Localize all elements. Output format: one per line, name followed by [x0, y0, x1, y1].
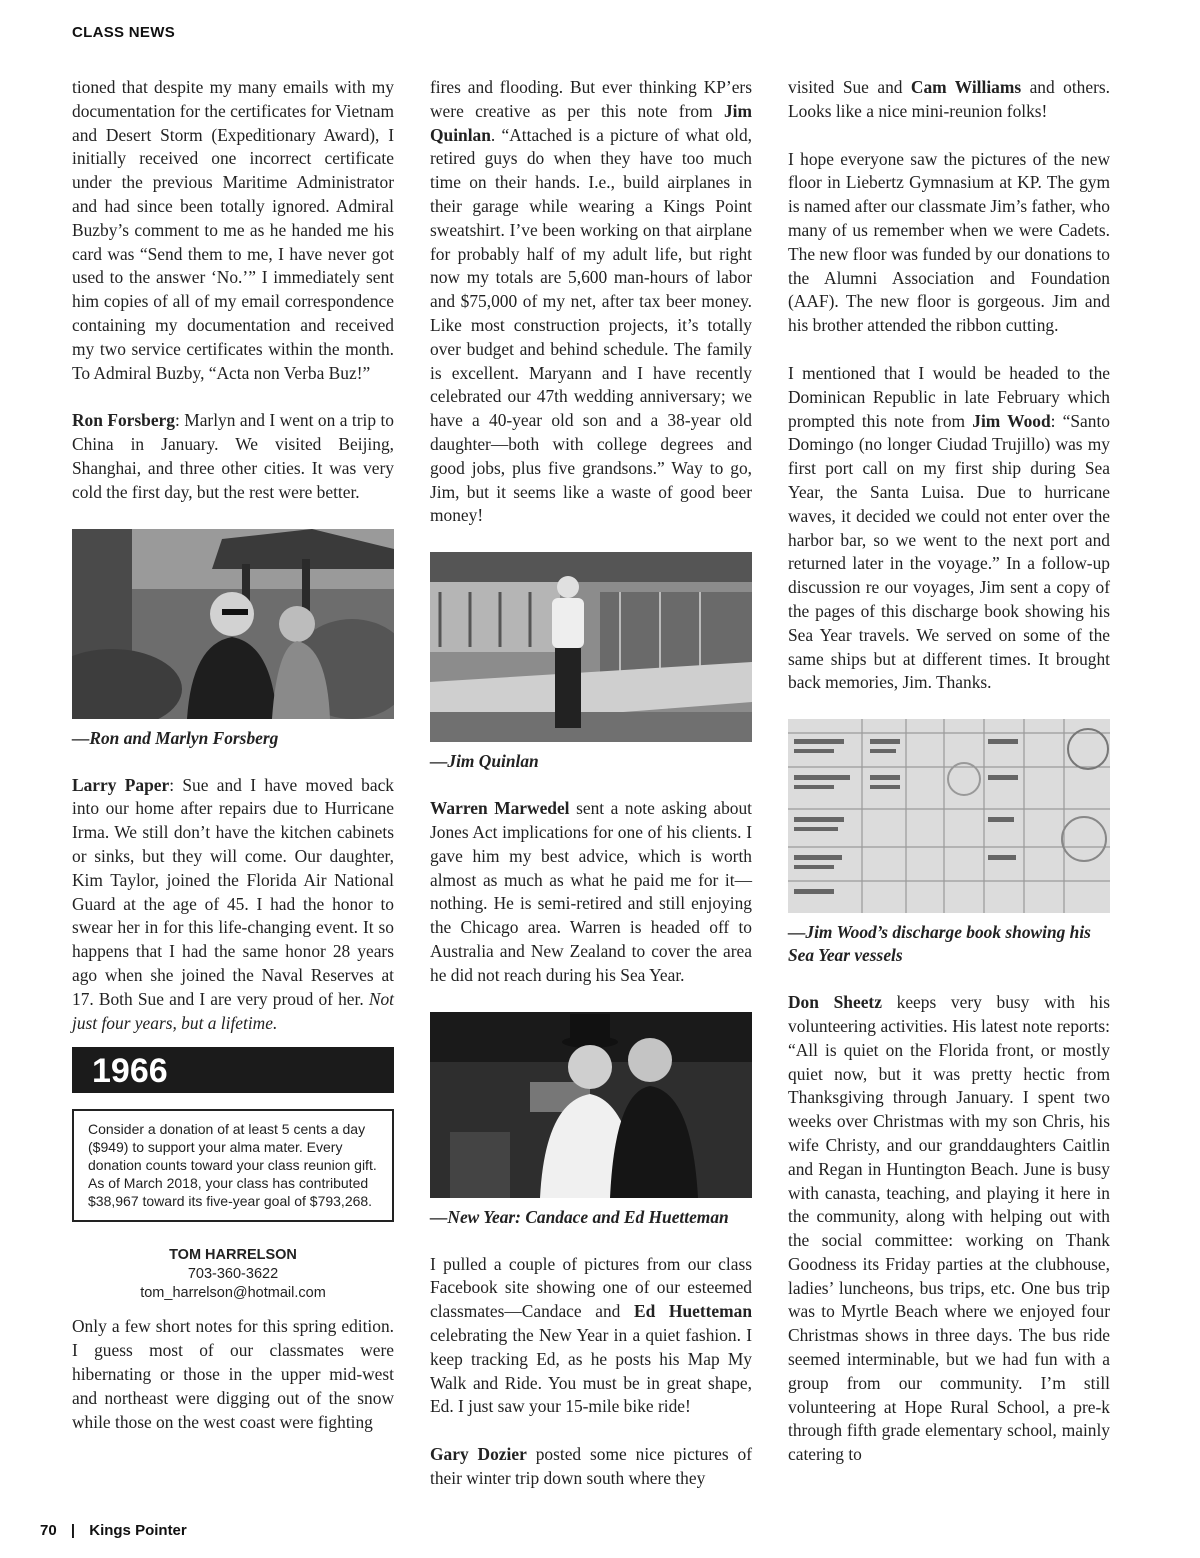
classmate-name: Warren Marwedel: [430, 798, 570, 819]
photo-candace-ed-huetteman: [430, 1012, 752, 1198]
classmate-name: Ron Forsberg: [72, 410, 175, 431]
class-year-banner: 1966: [72, 1047, 394, 1093]
article-paragraph: I hope everyone saw the pictures of the new floor in Liebertz Gymnasium at KP. The gym is named after our classmate Jim’s father, who many of us remember when we were Cadets. The new floor was funded by our donations to the Alumni Association and Foundation (AAF). The new floor is gorgeous. Jim and his brother attended the ribbon cutting.: [788, 148, 1110, 336]
page-footer: [40, 1522, 187, 1539]
photo-caption: —Jim Quinlan: [430, 751, 539, 772]
page-number: 70: [40, 1522, 57, 1539]
classmate-name: Larry Paper: [72, 774, 170, 795]
column-2: [430, 76, 752, 1515]
contact-phone: 703-360-3622: [187, 1266, 279, 1283]
article-paragraph: Only a few short notes for this spring edition. I guess most of our classmates were hibernating or those in the upper mid-west and northeast were digging out of the snow while those on the west coast were fighting: [72, 1316, 394, 1432]
classmate-name: Jim Quinlan: [430, 100, 752, 145]
photo-caption: —Jim Wood’s discharge book showing his Sea Year vessels: [788, 922, 1091, 966]
article-paragraph: visited Sue and Cam Williams and others. Looks like a nice mini-reunion folks!: [788, 77, 1110, 121]
article-paragraph: Don Sheetz keeps very busy with his volunteering activities. His latest note reports: “All is quiet on the Florida front, or mostly quiet now, but it was pretty hectic from Thanksgiving through January. I spent two weeks over Christmas with my son Chris, his wife Christy, and our granddaughters Caitlin and Regan in Huntington Beach. June is busy with canasta, teaching, and playing it here in the community, along with helping out with the social committee: working on Thank Goodness its Friday parties at the clubhouse, ladies’ luncheons, bus trips, etc. One bus trip was to Myrtle Beach where we enjoyed four Christmas shows in three days. The bus ride seemed interminable, but we had fun with a group from our community. I’m still volunteering at Hope Rural School, a pre-k through fifth grade elementary school, mainly catering to: [788, 992, 1110, 1465]
publication-name: Kings Pointer: [89, 1522, 187, 1539]
classmate-name: Cam Williams: [910, 77, 1022, 97]
contact-name: TOM HARRELSON: [169, 1247, 297, 1264]
classmate-name: Ed Huetteman: [634, 1301, 752, 1322]
photo-caption: —Ron and Marlyn Forsberg: [72, 727, 279, 748]
article-paragraph: tioned that despite my many emails with my documentation for the certificates for Vietnam and Desert Storm (Expeditionary Award), I initially received one incorrect certificate under the previous Maritime Administrator and had since been totally ignored. Admiral Buzby’s comment to me as he handed me his card was “Send them to me, I have never got used to the answer ‘No.’” I immediately sent him copies of all of my email correspondence containing my documentation and received my two service certificates within the month. To Admiral Buzby, “Acta non Verba Buz!”: [72, 77, 394, 383]
photo-discharge-book: [788, 719, 1110, 913]
column-3: [788, 76, 1110, 1491]
photo-ron-marlyn-forsberg: [72, 529, 394, 719]
donation-box: Consider a donation of at least 5 cents a day ($949) to support your alma mater. Every donation counts toward your class reunion gift. As of March 2018, your class has contributed $38,967 toward its five-year goal of $793,268.: [72, 1109, 394, 1222]
photo-caption: —New Year: Candace and Ed Huetteman: [430, 1206, 729, 1227]
classmate-name: Jim Wood: [972, 410, 1051, 431]
footer-separator: |: [70, 1522, 76, 1539]
article-paragraph: Larry Paper: Sue and I have moved back into our home after repairs due to Hurricane Irma. We still don’t have the kitchen cabinets or sinks, but they will come. Our daughter, Kim Taylor, joined the Florida Air National Guard at the age of 45. I had the honor to swear her in for this life-changing event. It so happens that I had the same honor 28 years ago when she joined the Naval Reserves at 17. Both Sue and I are very proud of her. Not just four years, but a lifetime.: [72, 774, 394, 1033]
article-paragraph: Ron Forsberg: Marlyn and I went on a trip to China in January. We visited Beijing, Shanghai, and three other cities. It was very cold the first day, but the rest were better.: [72, 410, 394, 502]
class-contact: [72, 1246, 394, 1303]
article-paragraph: I pulled a couple of pictures from our class Facebook site showing one of our esteemed classmates—Candace and Ed Huetteman celebrating the New Year in a quiet fashion. I keep tracking Ed, as he posts his Map My Walk and Ride. You must be in great shape, Ed. I just saw your 15-mile bike ride!: [430, 1253, 752, 1417]
classmate-name: Don Sheetz: [788, 992, 882, 1013]
contact-email: tom_harrelson@hotmail.com: [140, 1285, 326, 1302]
article-paragraph: fires and flooding. But ever thinking KP’ers were creative as per this note from Jim Quinlan. “Attached is a picture of what old, retired guys do when they have too much time on their hands. I.e., build airplanes in their garage while wearing a Kings Point sweatshirt. I’ve been working on that airplane for probably half of my adult life, but right now my totals are 5,600 man-hours of labor and $75,000 of my net, after tax beer money. Like most construction projects, it’s totally over budget and behind schedule. The family is excellent. Maryann and I have recently celebrated our 47th wedding anniversary; we have a 40-year old son and a 38-year old daughter—both with college degrees and good jobs, plus five grandsons.” Way to go, Jim, but it seems like a waste of good beer money!: [430, 77, 752, 526]
classmate-name: Gary Dozier: [430, 1444, 527, 1465]
article-paragraph: Warren Marwedel sent a note asking about Jones Act implications for one of his clients. I gave him my best advice, which is worth almost as much as what he paid me for it—nothing. He is semi-retired and still enjoying the Chicago area. Warren is headed off to Australia and New Zealand to cover the area he did not reach during his Sea Year.: [430, 798, 752, 985]
photo-jim-quinlan: [430, 552, 752, 742]
section-header: CLASS NEWS: [72, 24, 176, 41]
column-1: [72, 76, 394, 1458]
article-paragraph: I mentioned that I would be headed to the Dominican Republic in late February which prompted this note from Jim Wood: “Santo Domingo (no longer Ciudad Trujillo) was my first port call on my first ship during Sea Year, the Santa Luisa. Due to hurricane waves, it decided we could not enter over the harbor bar, so we went to the next port and returned later in the voyage.” In a follow-up discussion re our voyages, Jim sent a copy of the pages of this discharge book showing his Sea Year travels. We served on some of the same ships but at different times. It brought back memories, Jim. Thanks.: [788, 362, 1111, 693]
article-paragraph: Gary Dozier posted some nice pictures of their winter trip down south where they: [430, 1444, 752, 1488]
